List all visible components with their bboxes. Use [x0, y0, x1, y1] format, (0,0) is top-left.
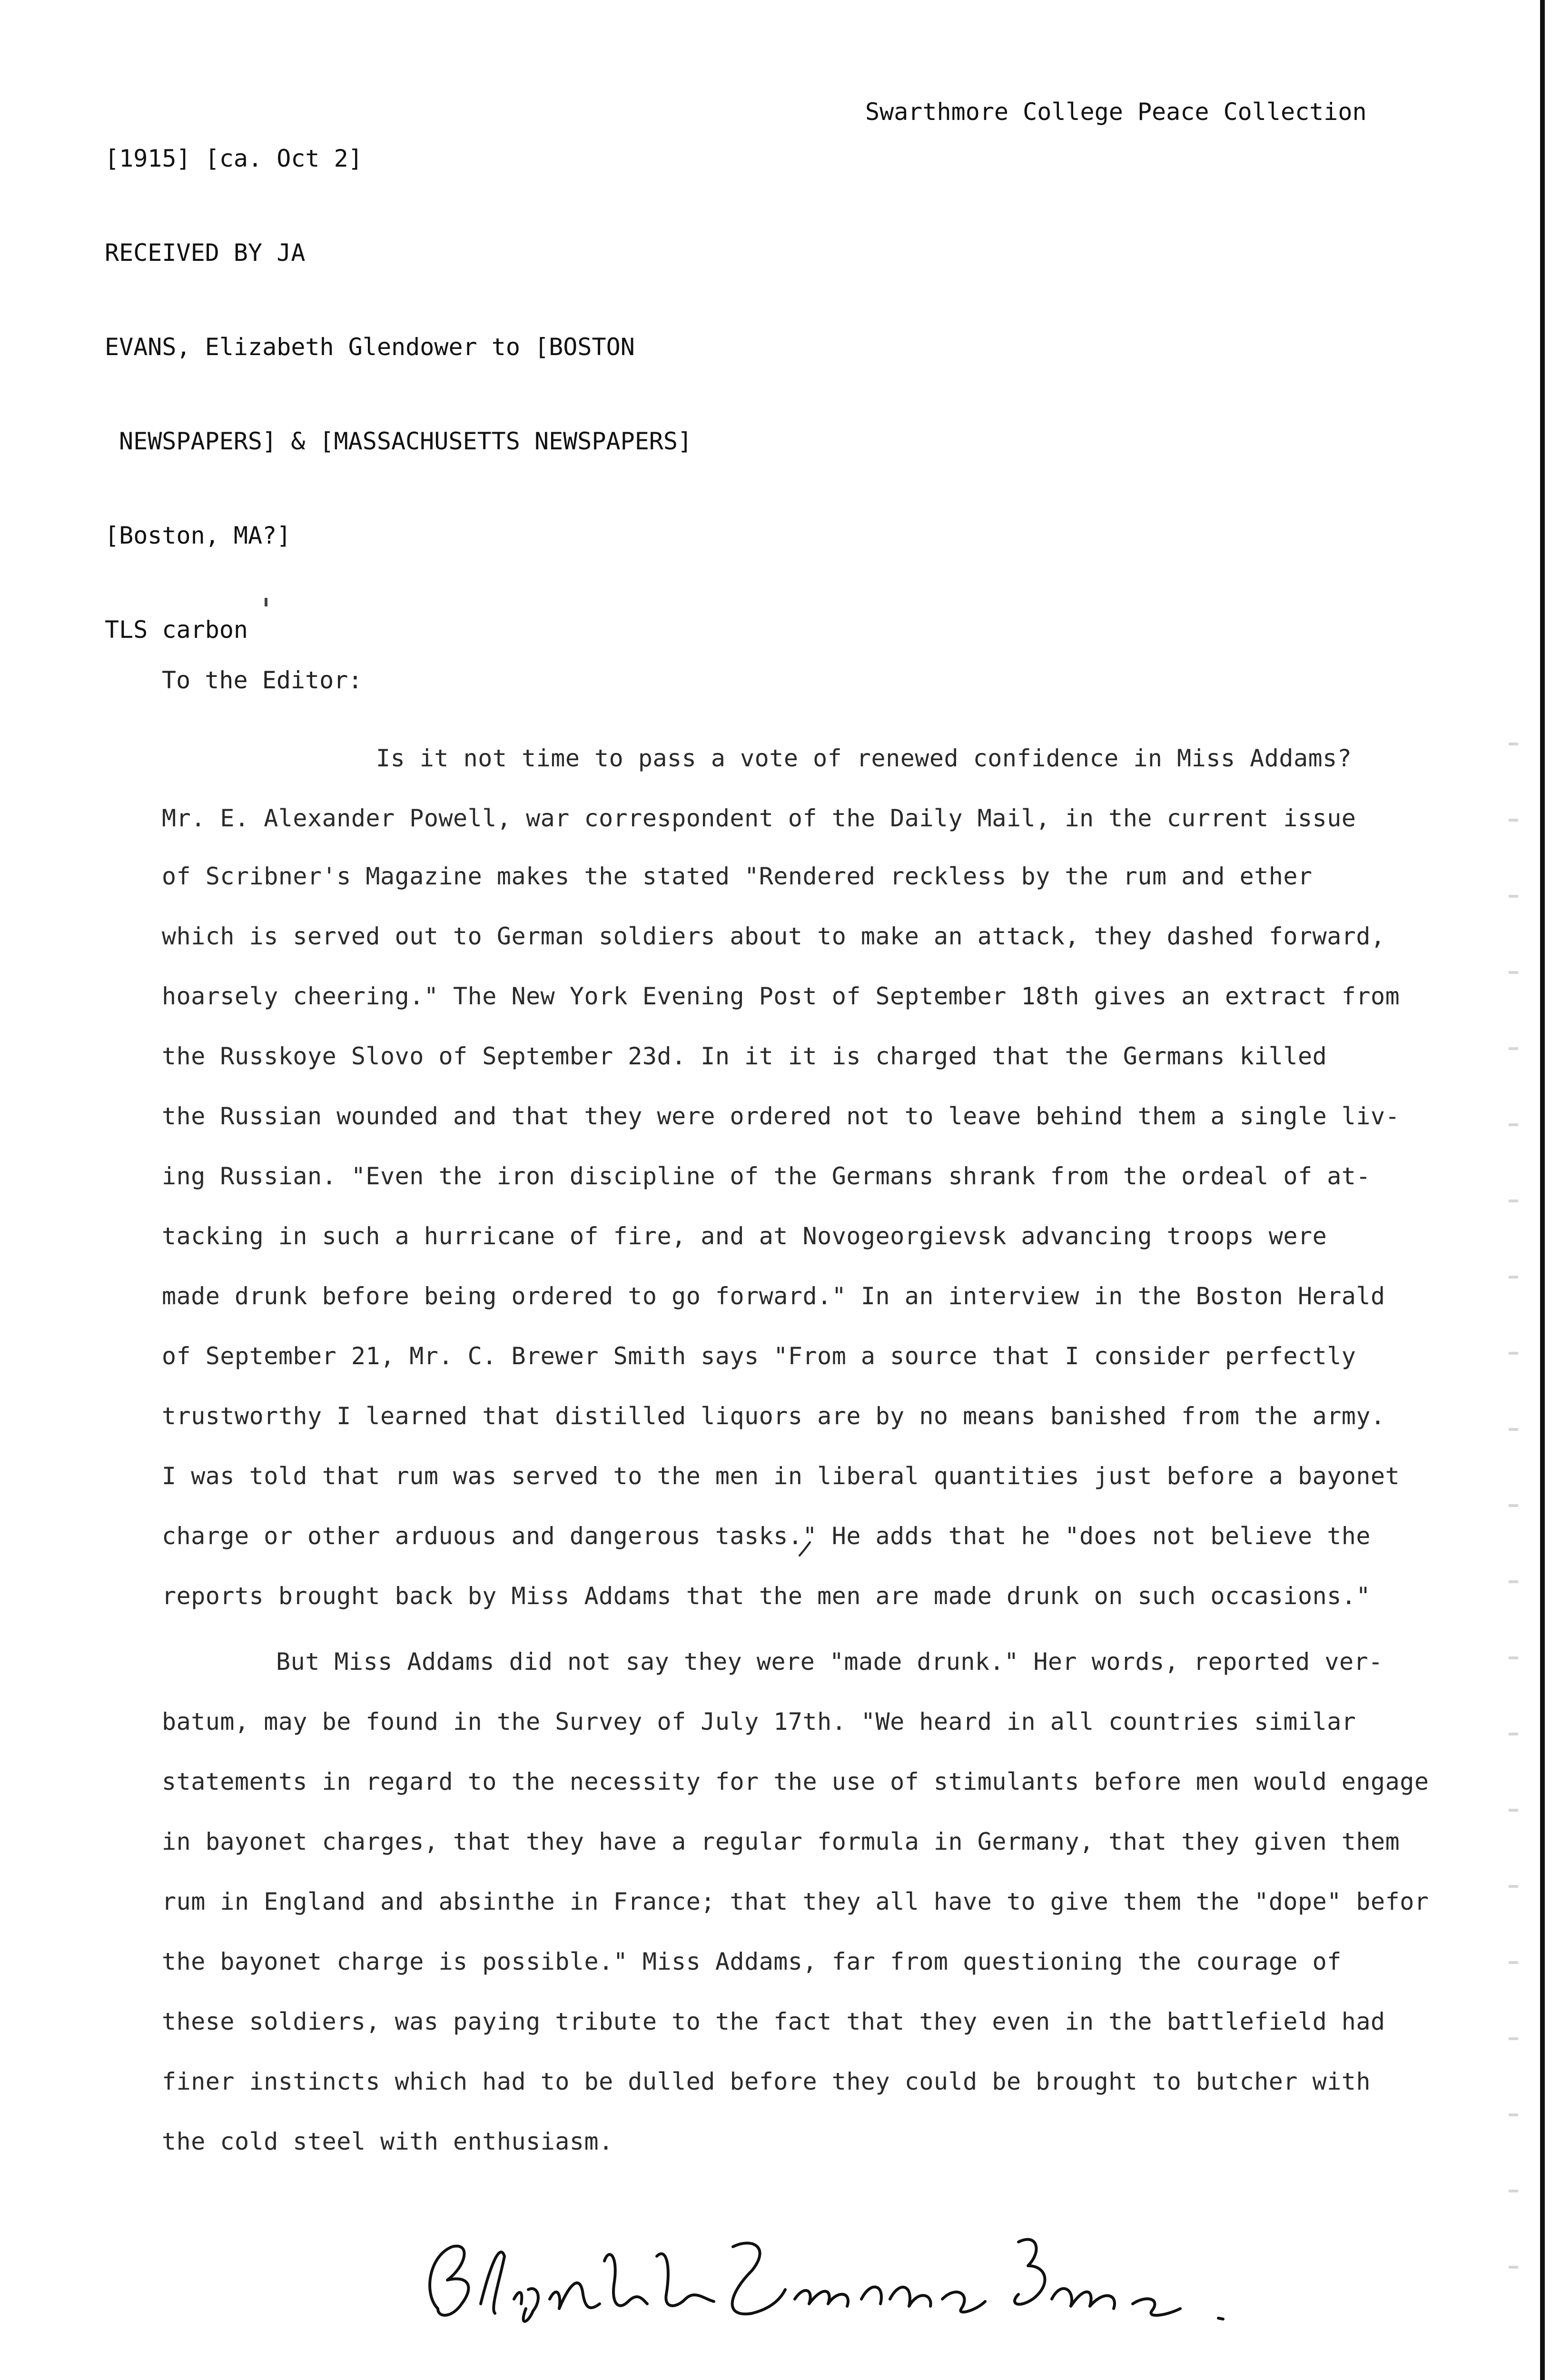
salutation: To the Editor: [162, 666, 363, 694]
letter-line: in bayonet charges, that they have a regular formula in Germany, that they given them [162, 1828, 1400, 1855]
meta-place: [Boston, MA?] [105, 522, 291, 549]
letter-line: Is it not time to pass a vote of renewed confidence in Miss Addams? [376, 744, 1352, 772]
handwritten-signature [419, 2228, 1275, 2342]
letter-line: the cold steel with enthusiasm. [162, 2128, 613, 2155]
letter-line: batum, may be found in the Survey of July 17th. "We heard in all countries similar [162, 1708, 1356, 1735]
letter-line: made drunk before being ordered to go forward." In an interview in the Boston Herald [162, 1282, 1385, 1310]
scan-edge-border [1540, 0, 1545, 2380]
letter-line: Mr. E. Alexander Powell, war correspondent of the Daily Mail, in the current issue [162, 804, 1356, 832]
meta-date: [1915] [ca. Oct 2] [105, 145, 363, 172]
letter-line: trustworthy I learned that distilled liquors are by no means banished from the army. [162, 1402, 1385, 1430]
letter-line: ing Russian. "Even the iron discipline of the Germans shrank from the ordeal of at- [162, 1162, 1371, 1190]
meta-author-recipient-cont: NEWSPAPERS] & [MASSACHUSETTS NEWSPAPERS] [119, 427, 692, 455]
line-text: of Scribner's Magazine makes the stated "Rendered reckless by the rum and ether [162, 863, 1313, 890]
catalog-metadata [105, 80, 692, 708]
letter-line: the bayonet charge is possible." Miss Addams, far from questioning the courage of [162, 1948, 1342, 1975]
letter-line: But Miss Addams did not say they were "made drunk." Her words, reported ver- [276, 1648, 1383, 1676]
letter-line: these soldiers, was paying tribute to the fact that they even in the battlefield had [162, 2008, 1385, 2035]
scan-edge-specks [1509, 714, 1518, 2332]
letter-line: hoarsely cheering." The New York Evening Post of September 18th gives an extract from [162, 982, 1400, 1010]
letter-line: reports brought back by Miss Addams that the men are made drunk on such occasions." [162, 1582, 1371, 1610]
letter-line: of September 21, Mr. C. Brewer Smith says "From a source that I consider perfectly [162, 1342, 1356, 1370]
letter-line [162, 863, 1313, 890]
meta-format: TLS carbon [105, 616, 248, 644]
letter-line: rum in England and absinthe in France; that they all have to give them the "dope" befor [162, 1888, 1429, 1915]
letter-line: charge or other arduous and dangerous tasks." He adds that he "does not believe the [162, 1522, 1371, 1550]
letter-line: the Russkoye Slovo of September 23d. In it it is charged that the Germans killed [162, 1042, 1327, 1070]
stray-ink-mark [265, 598, 267, 606]
letter-line: which is served out to German soldiers about to make an attack, they dashed forward, [162, 922, 1385, 950]
letter-line: finer instincts which had to be dulled before they could be brought to butcher with [162, 2068, 1371, 2095]
meta-author-recipient: EVANS, Elizabeth Glendower to [BOSTON [105, 333, 635, 361]
letter-line: the Russian wounded and that they were ordered not to leave behind them a single liv- [162, 1102, 1400, 1130]
letter-line: statements in regard to the necessity for the use of stimulants before men would engage [162, 1768, 1429, 1795]
collection-name: Swarthmore College Peace Collection [865, 98, 1367, 126]
meta-received: RECEIVED BY JA [105, 239, 306, 267]
letter-line: tacking in such a hurricane of fire, and at Novogeorgievsk advancing troops were [162, 1222, 1327, 1250]
letter-line: I was told that rum was served to the men in liberal quantities just before a bayonet [162, 1462, 1400, 1490]
handwritten-caret-mark [798, 1541, 812, 1557]
